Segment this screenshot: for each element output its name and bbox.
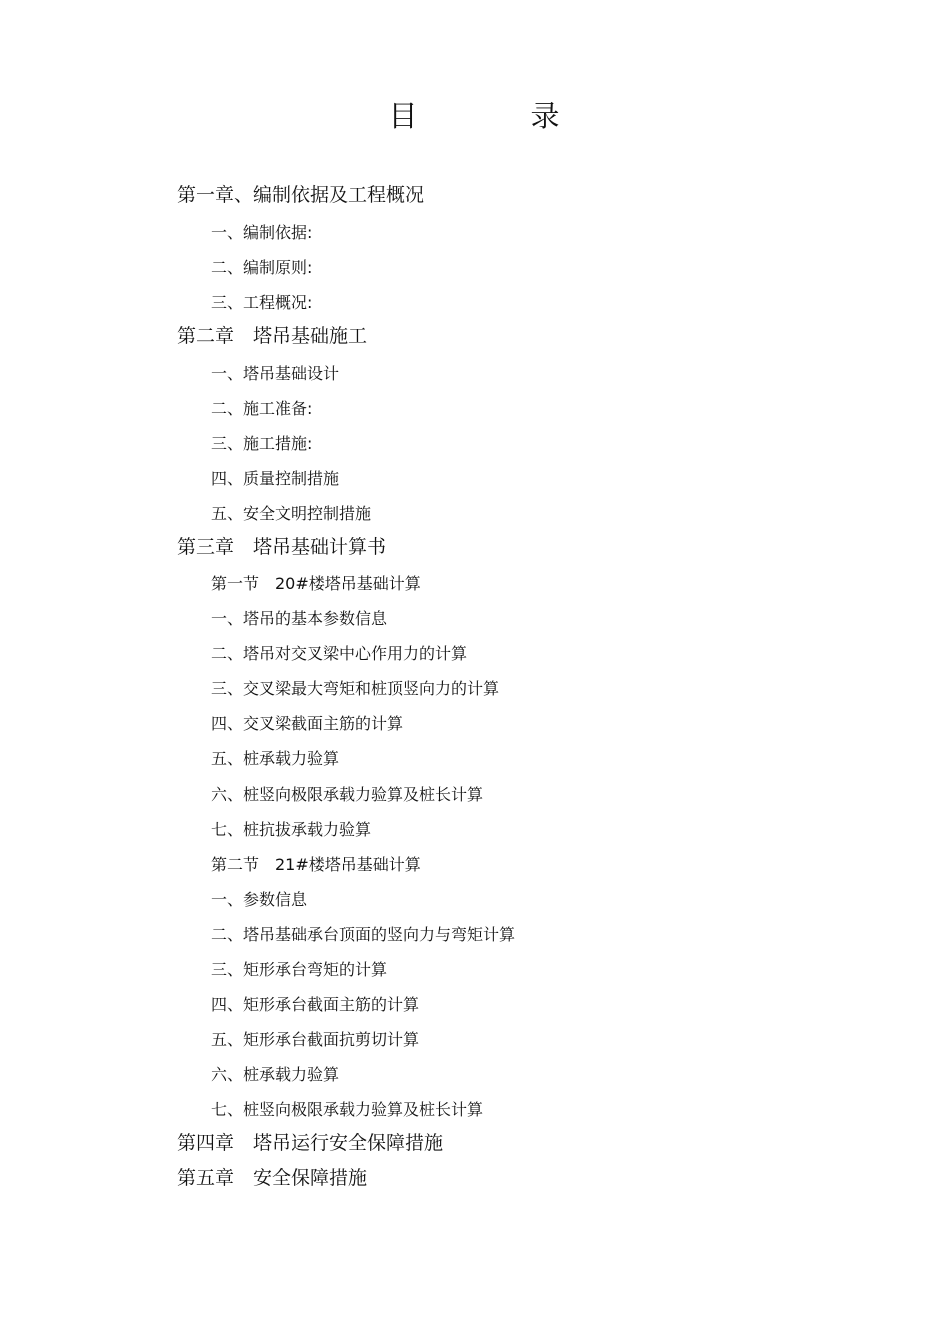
toc-item[interactable]: 七、桩竖向极限承载力验算及桩长计算 (211, 1100, 484, 1119)
toc-item[interactable]: 三、交叉梁最大弯矩和桩顶竖向力的计算 (211, 679, 500, 698)
toc-section-2[interactable]: 第二节 21#楼塔吊基础计算 (211, 855, 421, 874)
toc-item[interactable]: 二、塔吊对交叉梁中心作用力的计算 (211, 644, 468, 663)
toc-title: 目 录 (388, 99, 602, 133)
toc-item[interactable]: 五、矩形承台截面抗剪切计算 (211, 1030, 420, 1049)
toc-item[interactable]: 七、桩抗拔承载力验算 (211, 820, 372, 839)
toc-chapter-2[interactable]: 第二章 塔吊基础施工 (177, 325, 368, 347)
toc-item[interactable]: 四、矩形承台截面主筋的计算 (211, 995, 420, 1014)
toc-item[interactable]: 三、矩形承台弯矩的计算 (211, 960, 388, 979)
toc-item[interactable]: 五、桩承载力验算 (211, 749, 340, 768)
toc-item[interactable]: 一、塔吊的基本参数信息 (211, 609, 388, 628)
toc-section-1[interactable]: 第一节 20#楼塔吊基础计算 (211, 574, 421, 593)
toc-item[interactable]: 一、参数信息 (211, 890, 308, 909)
toc-chapter-1[interactable]: 第一章、编制依据及工程概况 (177, 184, 425, 206)
toc-item[interactable]: 二、编制原则: (211, 258, 313, 277)
toc-item[interactable]: 三、工程概况: (211, 293, 313, 312)
toc-item[interactable]: 三、施工措施: (211, 434, 313, 453)
toc-chapter-4[interactable]: 第四章 塔吊运行安全保障措施 (177, 1132, 444, 1154)
toc-item[interactable]: 二、塔吊基础承台顶面的竖向力与弯矩计算 (211, 925, 516, 944)
toc-item[interactable]: 六、桩竖向极限承载力验算及桩长计算 (211, 785, 484, 804)
toc-item[interactable]: 五、安全文明控制措施 (211, 504, 372, 523)
toc-chapter-3[interactable]: 第三章 塔吊基础计算书 (177, 536, 387, 558)
toc-item[interactable]: 二、施工准备: (211, 399, 313, 418)
toc-item[interactable]: 一、编制依据: (211, 223, 313, 242)
toc-item[interactable]: 四、交叉梁截面主筋的计算 (211, 714, 404, 733)
toc-item[interactable]: 六、桩承载力验算 (211, 1065, 340, 1084)
toc-item[interactable]: 四、质量控制措施 (211, 469, 340, 488)
toc-item[interactable]: 一、塔吊基础设计 (211, 364, 340, 383)
toc-chapter-5[interactable]: 第五章 安全保障措施 (177, 1167, 368, 1189)
